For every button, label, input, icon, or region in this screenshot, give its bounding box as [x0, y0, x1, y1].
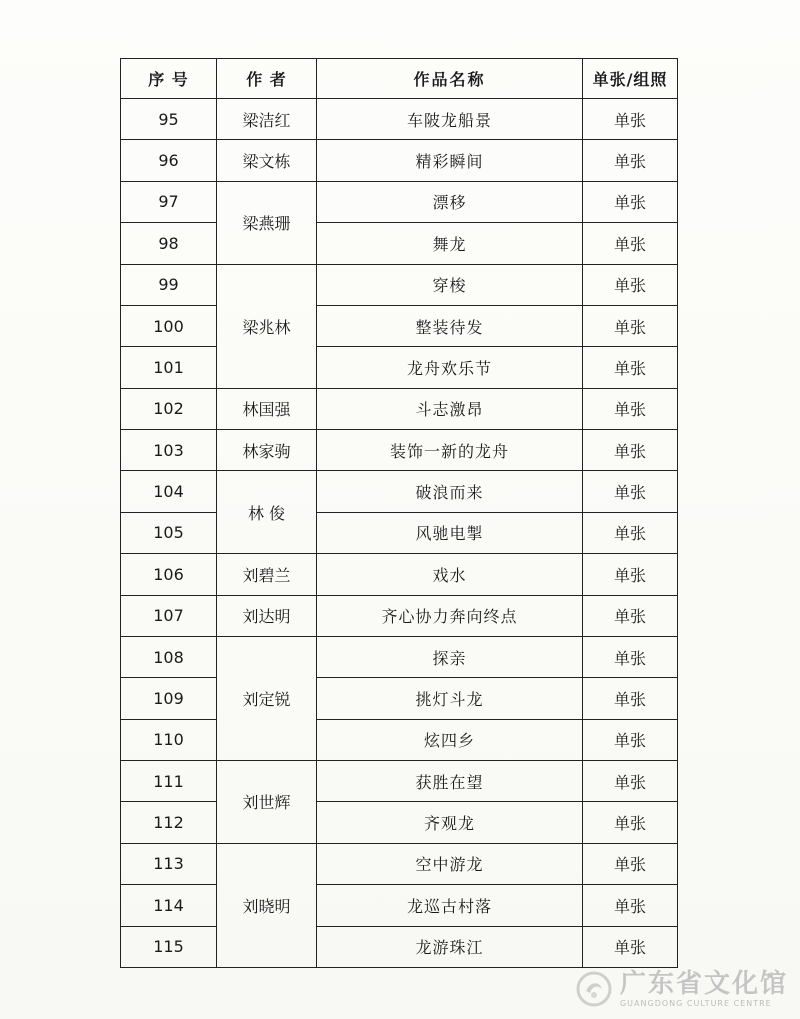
table-row: [121, 99, 678, 140]
culture-centre-logo-icon: [574, 969, 614, 1009]
cell-title: 风驰电掣: [317, 512, 583, 553]
cell-author: 刘达明: [217, 595, 317, 636]
cell-type: 单张: [583, 802, 678, 843]
cell-number: 112: [121, 802, 217, 843]
cell-author: 梁兆林: [217, 264, 317, 388]
cell-author: 刘碧兰: [217, 554, 317, 595]
table-row: [121, 926, 678, 968]
table-row: [121, 305, 678, 346]
cell-type: 单张: [583, 264, 678, 305]
cell-number: 105: [121, 512, 217, 553]
cell-title: 整装待发: [317, 305, 583, 346]
cell-type: 单张: [583, 305, 678, 346]
cell-title: 舞龙: [317, 223, 583, 264]
cell-title: 龙游珠江: [317, 926, 583, 968]
cell-type: 单张: [583, 140, 678, 181]
cell-type: 单张: [583, 719, 678, 760]
table-row: [121, 678, 678, 719]
cell-title: 龙巡古村落: [317, 885, 583, 926]
table-row: [121, 471, 678, 512]
cell-type: 单张: [583, 181, 678, 222]
table-row: [121, 719, 678, 760]
cell-type: 单张: [583, 347, 678, 388]
table-row: [121, 347, 678, 388]
cell-type: 单张: [583, 512, 678, 553]
cell-title: 炫四乡: [317, 719, 583, 760]
cell-type: 单张: [583, 223, 678, 264]
table-row: [121, 843, 678, 884]
cell-number: 108: [121, 636, 217, 677]
table-row: [121, 885, 678, 926]
table-row: [121, 181, 678, 222]
table-row: [121, 554, 678, 595]
cell-author: 梁燕珊: [217, 181, 317, 264]
cell-number: 104: [121, 471, 217, 512]
table-row: [121, 636, 678, 677]
table-row: [121, 223, 678, 264]
table-row: [121, 761, 678, 802]
cell-title: 车陂龙船景: [317, 99, 583, 140]
cell-type: 单张: [583, 926, 678, 968]
cell-number: 113: [121, 843, 217, 884]
cell-title: 破浪而来: [317, 471, 583, 512]
table-row: [121, 430, 678, 471]
cell-type: 单张: [583, 99, 678, 140]
cell-type: 单张: [583, 388, 678, 429]
cell-title: 穿梭: [317, 264, 583, 305]
header-title: 作品名称: [317, 59, 583, 99]
cell-author: 刘世辉: [217, 761, 317, 844]
cell-title: 齐观龙: [317, 802, 583, 843]
cell-type: 单张: [583, 554, 678, 595]
cell-title: 获胜在望: [317, 761, 583, 802]
cell-type: 单张: [583, 761, 678, 802]
cell-title: 漂移: [317, 181, 583, 222]
cell-author: 林家驹: [217, 430, 317, 471]
cell-author: 刘定锐: [217, 636, 317, 760]
header-number: 序 号: [121, 59, 217, 99]
culture-centre-watermark: [574, 969, 788, 1009]
cell-type: 单张: [583, 471, 678, 512]
cell-title: 探亲: [317, 636, 583, 677]
cell-author: 梁洁红: [217, 99, 317, 140]
cell-type: 单张: [583, 595, 678, 636]
watermark-name-cn: 广东省文化馆: [619, 968, 788, 999]
table-row: [121, 264, 678, 305]
cell-number: 97: [121, 181, 217, 222]
cell-title: 龙舟欢乐节: [317, 347, 583, 388]
cell-number: 107: [121, 595, 217, 636]
cell-title: 斗志激昂: [317, 388, 583, 429]
cell-title: 齐心协力奔向终点: [317, 595, 583, 636]
cell-number: 106: [121, 554, 217, 595]
cell-number: 96: [121, 140, 217, 181]
cell-title: 挑灯斗龙: [317, 678, 583, 719]
header-author: 作 者: [217, 59, 317, 99]
cell-number: 114: [121, 885, 217, 926]
cell-title: 空中游龙: [317, 843, 583, 884]
header-type: 单张/组照: [583, 59, 678, 99]
cell-number: 109: [121, 678, 217, 719]
cell-title: 戏水: [317, 554, 583, 595]
cell-title: 装饰一新的龙舟: [317, 430, 583, 471]
watermark-name-en: GUANGDONG CULTURE CENTRE: [619, 998, 772, 1008]
table-row: [121, 802, 678, 843]
table-row: [121, 595, 678, 636]
cell-type: 单张: [583, 636, 678, 677]
cell-number: 103: [121, 430, 217, 471]
cell-number: 111: [121, 761, 217, 802]
cell-author: 梁文栋: [217, 140, 317, 181]
table-row: [121, 512, 678, 553]
cell-type: 单张: [583, 430, 678, 471]
cell-number: 100: [121, 305, 217, 346]
cell-number: 99: [121, 264, 217, 305]
cell-type: 单张: [583, 678, 678, 719]
cell-number: 115: [121, 926, 217, 968]
works-table: [120, 58, 678, 968]
cell-number: 110: [121, 719, 217, 760]
cell-number: 101: [121, 347, 217, 388]
cell-author: 林 俊: [217, 471, 317, 554]
cell-number: 98: [121, 223, 217, 264]
cell-type: 单张: [583, 843, 678, 884]
cell-number: 102: [121, 388, 217, 429]
cell-title: 精彩瞬间: [317, 140, 583, 181]
table-row: [121, 140, 678, 181]
cell-number: 95: [121, 99, 217, 140]
cell-type: 单张: [583, 885, 678, 926]
table-header-row: [121, 59, 678, 99]
cell-author: 林国强: [217, 388, 317, 429]
cell-author: 刘晓明: [217, 843, 317, 967]
table-row: [121, 388, 678, 429]
